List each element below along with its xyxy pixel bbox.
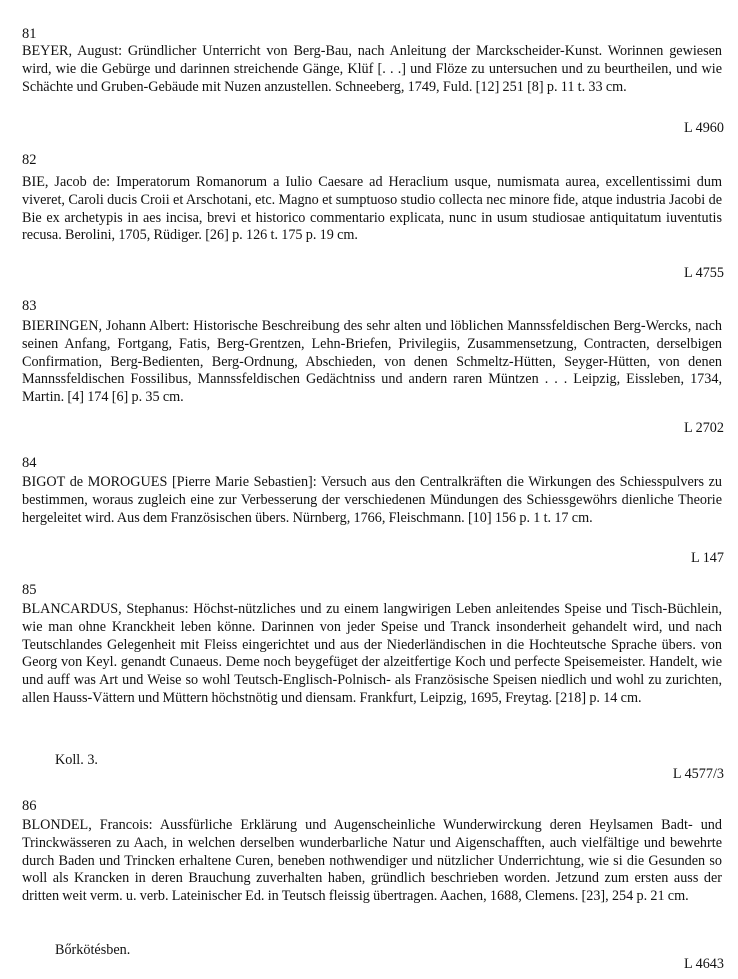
entry-number: 83 xyxy=(22,298,37,314)
entry-number: 86 xyxy=(22,798,37,814)
entry-description: BLONDEL, Francois: Aussfürliche Erklärung und Augenscheinliche Wunderwirckung deren Heylsamen Badt- und Trinckwässeren zu Aach, in welchen derselben wunderbarliche Natur und Aigenschafften, auch vielfältige und bewehrte durch Baden und Trincken erhaltene Curen, beneben nothwendiger und nützlicher Underrichtung, wie si die Gesunden so woll als Krancken in deren Brauchung zuverhalten haben, gründlich beschrieben worden. Jetzund zum ersten auss der dritten weit verm. u. verb. Lateinischer Ed. in Teutsch fleissig übertragen. Aachen, 1688, Clemens. [23], 254 p. 21 cm. xyxy=(22,817,722,905)
call-number: L 2702 xyxy=(683,420,724,436)
entry-description: BIE, Jacob de: Imperatorum Romanorum a Iulio Caesare ad Heraclium usque, numismata aurea, excellentissimi dum viveret, Caroli ducis Croii et Arschotani, etc. Magno et sumptuoso studio collecta nec minore fide, atque industria Jacobi de Bie ex archetypis in aes incisa, brevi et historico commentario explicata, nunc in usum studiosae antiquitatum iuventutis recusa. Berolini, 1705, Rüdiger. [26] p. 126 t. 175 p. 19 cm. xyxy=(22,174,722,244)
call-number: L 4755 xyxy=(683,265,724,281)
entry-note: Koll. 3. xyxy=(55,752,98,768)
entry-description: BEYER, August: Gründlicher Unterricht von Berg-Bau, nach Anleitung der Marckscheider-Kunst. Worinnen gewiesen wird, wie die Gebürge und darinnen streichende Gänge, Klüf [. . .] und Flöze zu untersuchen und zu beurtheilen, und wie Schächte und Gruben-Gebäude mit Nuzen anzustellen. Schneeberg, 1749, Fuld. [12] 251 [8] p. 11 t. 33 cm. xyxy=(22,43,722,95)
entry-description: BLANCARDUS, Stephanus: Höchst-nützliches und zu einem langwirigen Leben anleitendes Speise und Tisch-Büchlein, wie man ohne Kranckheit leben könne. Darinnen von jeder Speise und Tranck insonderheit gehandelt wird, und nach Teutschlandes Gelegenheit mit Fleiss eingerichtet und aus der Niederländischen in die Hochteutsche Sprache übers. von Georg von Keyl. genandt Cunaeus. Deme noch beygefüget der alzeitfertige Koch und perfecte Speisemeister. Handelt, wie und auff was Art und Weise so wohl Teutsch-Englisch-Polnisch- als Französische Speisen niedlich und wohl zu zurichten, allen Hauss-Vättern und Müttern höchstnötig und diensam. Frankfurt, Leipzig, 1695, Freytag. [218] p. 14 cm. xyxy=(22,601,722,706)
entry-number: 85 xyxy=(22,582,37,598)
entry-number: 81 xyxy=(22,26,37,42)
call-number: L 4960 xyxy=(683,120,724,136)
call-number: L 147 xyxy=(691,550,724,566)
entry-description: BIGOT de MOROGUES [Pierre Marie Sebastien]: Versuch aus den Centralkräften die Wirkungen des Schiesspulvers zu bestimmen, woraus zugleich eine zur Verbesserung der verschiedenen Mündungen des Schiessgewöhrs dienliche Theorie hergeleitet wird. Aus dem Französischen übers. Nürnberg, 1766, Fleischmann. [10] 156 p. 1 t. 17 cm. xyxy=(22,474,722,526)
entry-number: 82 xyxy=(22,152,37,168)
entry-number: 84 xyxy=(22,455,37,471)
call-number: L 4643 xyxy=(683,956,724,972)
entry-note: Bőrkötésben. xyxy=(55,942,131,958)
entry-description: BIERINGEN, Johann Albert: Historische Beschreibung des sehr alten und löblichen Mannssfeldischen Berg-Wercks, nach seinen Anfang, Fortgang, Fatis, Berg-Grentzen, Lehn-Briefen, Privilegiis, Zusammensetzung, Contracten, derselbigen Confirmation, Berg-Bedienten, Berg-Ordnung, Abschieden, von denen Schmeltz-Hütten, Seyger-Hütten, von denen Mannssfeldischen Fossilibus, Mannssfeldischen Gedächtniss und andern raren Müntzen . . . Leipzig, Eissleben, 1734, Martin. [4] 174 [6] p. 35 cm. xyxy=(22,318,722,406)
call-number: L 4577/3 xyxy=(672,766,724,782)
